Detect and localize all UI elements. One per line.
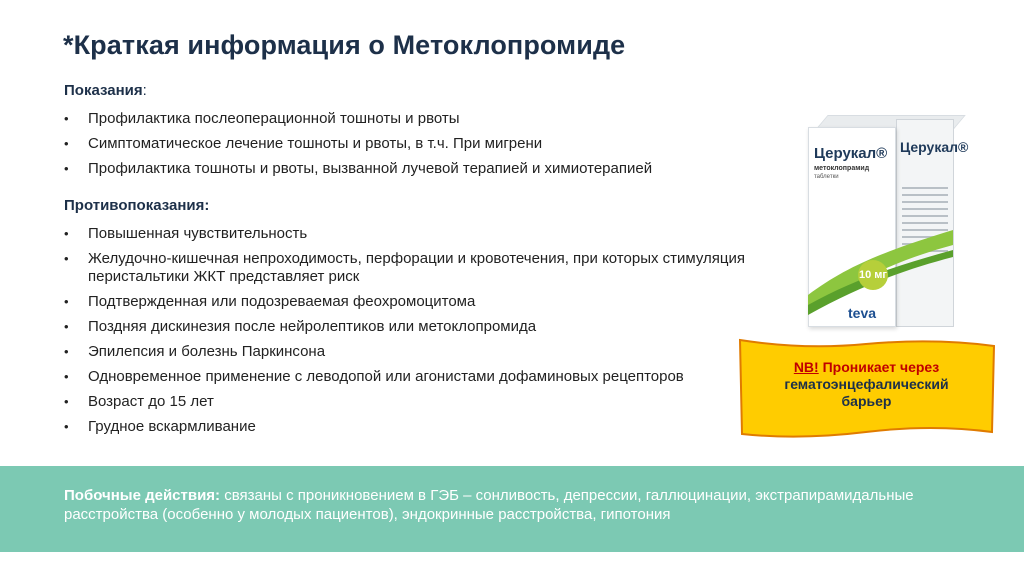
contraindication-item: • Грудное вскармливание: [64, 418, 789, 436]
contraindications-heading: Противопоказания:: [64, 197, 210, 214]
contraindication-item: • Эпилепсия и болезнь Паркинсона: [64, 343, 789, 361]
side-effects-label: Побочные действия:: [64, 487, 221, 504]
nb-label: NB!: [793, 359, 819, 375]
contraindication-item: • Подтвержденная или подозреваемая феохромоцитома: [64, 293, 789, 311]
contraindication-item: • Желудочно-кишечная непроходимость, перфорации и кровотечения, при которых стимуляция перистальтики ЖКТ представляет риск: [64, 250, 789, 286]
dose-badge: 10 мг: [858, 260, 888, 290]
banner-line3: барьер: [841, 393, 892, 409]
contraindication-item: • Одновременное применение с леводопой или агонистами дофаминовых рецепторов: [64, 368, 789, 386]
indication-item: • Профилактика тошноты и рвоты, вызванной лучевой терапией и химиотерапией: [64, 160, 789, 178]
side-effects-body: связаны с проникновением в ГЭБ – сонливость, депрессии, галлюцинации, экстрапирамидальные расстройства (особенно у молодых пациентов), эндокринные расстройства, гипотония: [64, 487, 914, 523]
product-brand-side: Церукал®: [900, 139, 969, 155]
nb-banner: [734, 336, 999, 448]
product-substance: метоклопрамид: [814, 165, 870, 172]
indication-item: • Профилактика послеоперационной тошноты и рвоты: [64, 110, 789, 128]
indications-list: [64, 110, 789, 185]
product-brand: Церукал®: [814, 145, 888, 162]
product-box-image: [808, 115, 969, 330]
indication-item: • Симптоматическое лечение тошноты и рвоты, в т.ч. При мигрени: [64, 135, 789, 153]
indications-heading-text: Показания: [64, 82, 143, 99]
product-form: таблетки: [814, 174, 839, 180]
contraindication-item: • Повышенная чувствительность: [64, 225, 789, 243]
teva-logo: teva: [848, 305, 877, 321]
contraindication-item: • Поздняя дискинезия после нейролептиков или метоклопромида: [64, 318, 789, 336]
contraindications-list: [64, 225, 789, 443]
side-effects-text: [64, 486, 964, 524]
banner-line2: гематоэнцефалический: [784, 376, 949, 392]
indications-heading-colon: :: [142, 82, 147, 99]
page-title: *Краткая информация о Метоклопромиде: [63, 30, 626, 60]
banner-line1: Проникает через: [818, 359, 940, 375]
indications-heading: [64, 82, 147, 99]
contraindication-item: • Возраст до 15 лет: [64, 393, 789, 411]
banner-text: [734, 359, 999, 410]
